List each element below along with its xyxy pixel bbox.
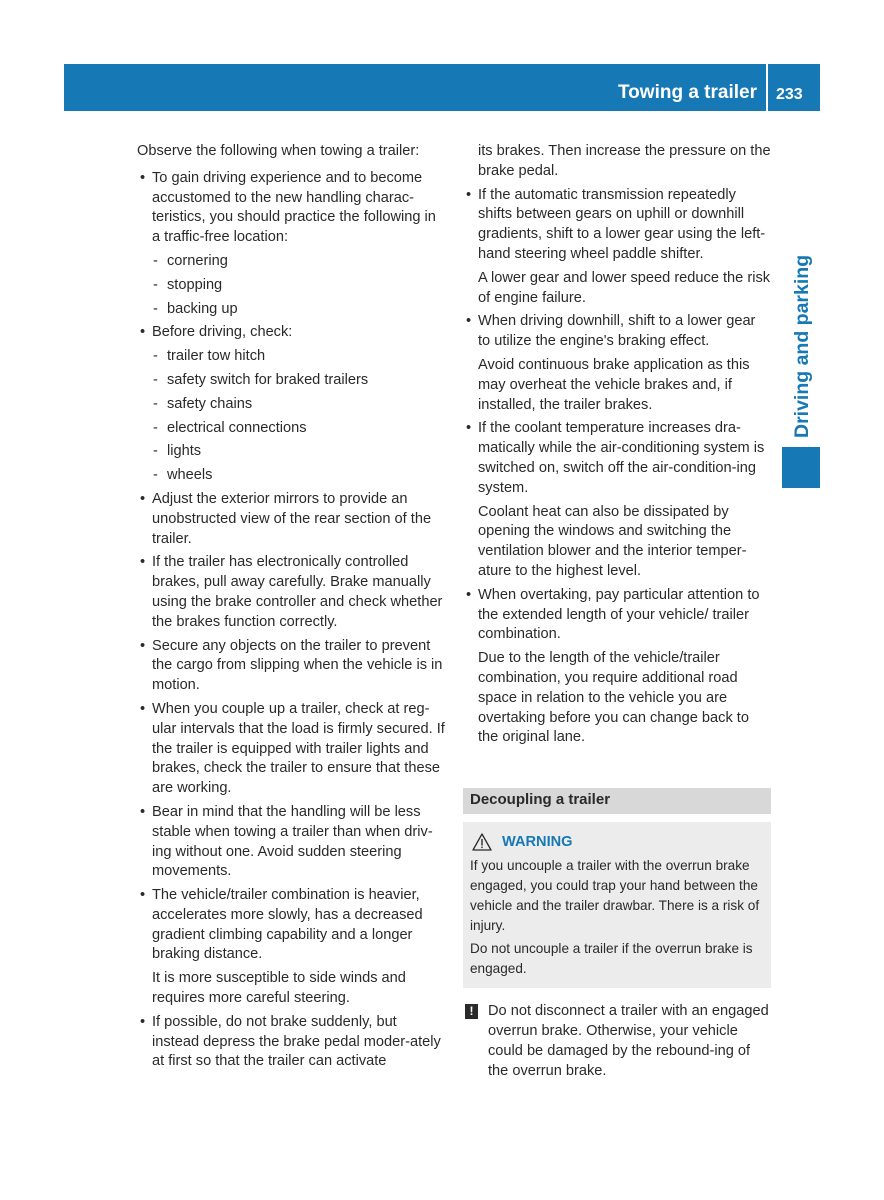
header-divider bbox=[766, 64, 768, 111]
list-item: • If the coolant temperature increases dra-matically while the air-conditioning system is switched on, switch off the air-condition-ing system. bbox=[463, 419, 771, 498]
intro-text: Observe the following when towing a trailer: bbox=[137, 143, 420, 159]
list-item: • When you couple up a trailer, check at reg-ular intervals that the load is firmly secured. If the trailer is equipped with trailer lights and brakes, check the trailer to ensure that these are working. bbox=[137, 700, 447, 799]
sub-list-item: - trailer tow hitch bbox=[137, 347, 447, 367]
sub-list-item: - electrical connections bbox=[137, 419, 447, 439]
sub-list-item: - wheels bbox=[137, 466, 447, 486]
left-column bbox=[137, 142, 447, 1076]
warning-triangle-icon bbox=[472, 833, 492, 851]
header-bar bbox=[64, 64, 820, 111]
list-item: • Before driving, check: bbox=[137, 323, 447, 343]
list-item: • If possible, do not brake suddenly, but instead depress the brake pedal moder-ately at first so that the trailer can activate bbox=[137, 1013, 447, 1072]
sub-list-item: - backing up bbox=[137, 300, 447, 320]
list-item: • When overtaking, pay particular attention to the extended length of your vehicle/ trailer combination. bbox=[463, 586, 771, 645]
list-item: • If the automatic transmission repeatedly shifts between gears on uphill or downhill gradients, shift to a lower gear using the left-hand steering wheel paddle shifter. bbox=[463, 186, 771, 265]
list-item: • Adjust the exterior mirrors to provide an unobstructed view of the rear section of the trailer. bbox=[137, 490, 447, 549]
sub-list-item: - stopping bbox=[137, 276, 447, 296]
list-item-continuation: Due to the length of the vehicle/trailer combination, you require additional road space in relation to the vehicle you are overtaking before you can change back to the original lane. bbox=[478, 650, 749, 746]
sub-list-item: - safety chains bbox=[137, 395, 447, 415]
exclamation-icon: ! bbox=[465, 1004, 478, 1019]
section-heading: Decoupling a trailer bbox=[463, 788, 771, 814]
page-section-title: Towing a trailer bbox=[617, 82, 757, 103]
list-item-continuation: Avoid continuous brake application as this may overheat the vehicle brakes and, if installed, the trailer brakes. bbox=[478, 356, 750, 413]
page-number: 233 bbox=[776, 86, 803, 103]
warning-text: If you uncouple a trailer with the overrun brake engaged, you could trap your hand between the vehicle and the trailer drawbar. There is a risk of injury. bbox=[470, 858, 760, 934]
warning-box bbox=[463, 822, 771, 988]
list-item: • Bear in mind that the handling will be less stable when towing a trailer than when driv-ing without one. Avoid sudden steering movements. bbox=[137, 803, 447, 882]
list-item-continuation: Coolant heat can also be dissipated by opening the windows and switching the ventilation blower and the interior temper-ature to the highest level. bbox=[478, 503, 747, 579]
damage-note bbox=[463, 1002, 771, 1081]
list-item: • When driving downhill, shift to a lower gear to utilize the engine's braking effect. bbox=[463, 312, 771, 352]
list-item: • The vehicle/trailer combination is heavier, accelerates more slowly, has a decreased gradient climbing capability and a longer braking distance. bbox=[137, 886, 447, 965]
list-item-continuation: It is more susceptible to side winds and requires more careful steering. bbox=[152, 970, 406, 1007]
warning-text: Do not uncouple a trailer if the overrun brake is engaged. bbox=[470, 941, 753, 977]
list-item-continuation: its brakes. Then increase the pressure on the brake pedal. bbox=[478, 143, 771, 179]
sub-list-item: - cornering bbox=[137, 252, 447, 272]
list-item-continuation: A lower gear and lower speed reduce the risk of engine failure. bbox=[478, 269, 771, 306]
list-item: • Secure any objects on the trailer to prevent the cargo from slipping when the vehicle is in motion. bbox=[137, 637, 447, 696]
list-item: • To gain driving experience and to become accustomed to the new handling charac-teristics, you should practice the following in a traffic-free location: bbox=[137, 169, 447, 248]
list-item: • If the trailer has electronically controlled brakes, pull away carefully. Brake manually using the brake controller and check whether the brakes function correctly. bbox=[137, 553, 447, 632]
chapter-tab-label: Driving and parking bbox=[791, 254, 813, 438]
note-text: Do not disconnect a trailer with an engaged overrun brake. Otherwise, your vehicle could be damaged by the rebound-ing of the overrun brake. bbox=[488, 1003, 769, 1079]
right-column bbox=[463, 142, 771, 1081]
warning-title-text: WARNING bbox=[502, 834, 573, 851]
sub-list-item: - lights bbox=[137, 442, 447, 462]
sub-list-item: - safety switch for braked trailers bbox=[137, 371, 447, 391]
warning-title bbox=[470, 832, 764, 852]
chapter-tab-marker bbox=[782, 447, 820, 488]
